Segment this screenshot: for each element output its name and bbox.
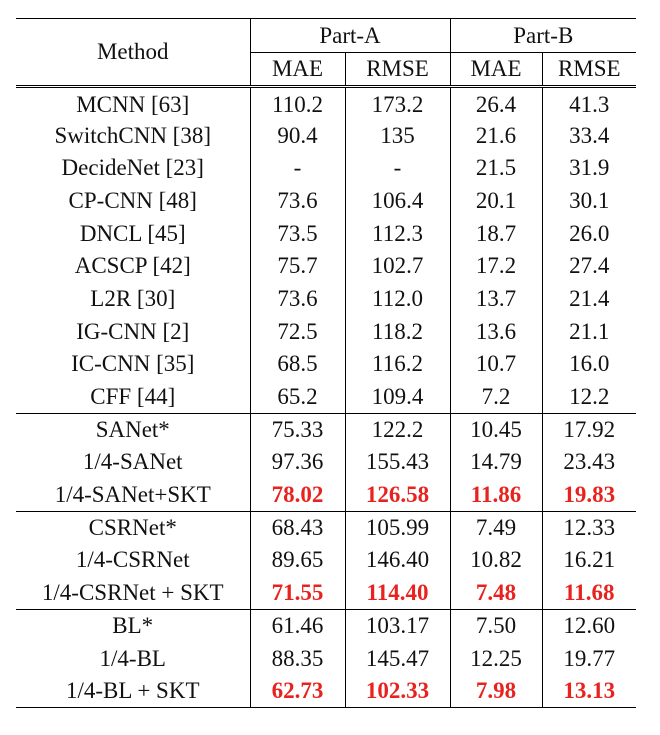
- part-a-rmse-cell: 116.2: [345, 348, 450, 381]
- part-b-rmse-cell: 11.68: [542, 577, 636, 610]
- part-a-rmse-cell: 173.2: [345, 87, 450, 120]
- method-cell: L2R [30]: [90, 285, 176, 311]
- method-cell: SwitchCNN [38]: [54, 122, 212, 148]
- part-b-rmse-cell: 16.21: [542, 544, 636, 577]
- part-b-rmse-cell: 33.4: [542, 119, 636, 152]
- method-cell: ACSCP [42]: [74, 253, 191, 279]
- part-b-mae-cell: 18.7: [450, 217, 542, 250]
- part-a-rmse-cell: 118.2: [345, 315, 450, 348]
- part-a-rmse-header: RMSE: [345, 53, 450, 87]
- method-cell: CFF [44]: [90, 383, 176, 409]
- table-row: [16, 381, 636, 414]
- method-column-header: Method: [16, 19, 250, 87]
- table-row: [16, 283, 636, 316]
- table-row: [16, 446, 636, 479]
- part-a-mae-cell: 88.35: [250, 642, 345, 675]
- method-cell: IC-CNN [35]: [71, 351, 195, 377]
- part-a-mae-cell: 75.33: [250, 413, 345, 446]
- table-body: [16, 87, 636, 708]
- method-cell: 1/4-BL + SKT: [16, 675, 250, 708]
- table-row: [16, 119, 636, 152]
- part-b-mae-cell: 11.86: [450, 479, 542, 512]
- part-b-mae-cell: 7.48: [450, 577, 542, 610]
- part-a-rmse-cell: 103.17: [345, 610, 450, 643]
- table-row: [16, 544, 636, 577]
- method-cell: 1/4-BL: [99, 645, 166, 671]
- method-cell: 1/4-CSRNet: [75, 547, 190, 573]
- table-row: [16, 577, 636, 610]
- part-b-rmse-cell: 26.0: [542, 217, 636, 250]
- part-b-rmse-cell: 21.4: [542, 283, 636, 316]
- part-b-rmse-cell: 12.60: [542, 610, 636, 643]
- part-a-header: Part-A: [250, 19, 450, 53]
- part-b-rmse-cell: 13.13: [542, 675, 636, 708]
- part-a-rmse-cell: 102.7: [345, 250, 450, 283]
- part-a-mae-cell: 68.43: [250, 511, 345, 544]
- part-a-mae-cell: 73.5: [250, 217, 345, 250]
- part-a-mae-cell: 73.6: [250, 185, 345, 218]
- part-b-rmse-cell: 12.33: [542, 511, 636, 544]
- part-b-mae-cell: 10.82: [450, 544, 542, 577]
- part-b-mae-cell: 7.49: [450, 511, 542, 544]
- method-cell: BL*: [16, 610, 250, 643]
- part-a-rmse-cell: 126.58: [345, 479, 450, 512]
- part-a-rmse-cell: 106.4: [345, 185, 450, 218]
- part-b-rmse-cell: 41.3: [542, 87, 636, 120]
- part-a-mae-cell: 90.4: [250, 119, 345, 152]
- part-b-mae-cell: 13.7: [450, 283, 542, 316]
- table-row: [16, 479, 636, 512]
- part-a-mae-cell: 110.2: [250, 87, 345, 120]
- part-a-rmse-cell: -: [345, 152, 450, 185]
- method-cell: SANet*: [16, 413, 250, 446]
- method-cell: DNCL [45]: [79, 220, 186, 246]
- part-a-rmse-cell: 122.2: [345, 413, 450, 446]
- method-cell: 1/4-CSRNet + SKT: [41, 579, 224, 605]
- part-a-rmse-cell: 155.43: [345, 446, 450, 479]
- part-b-mae-header: MAE: [450, 53, 542, 87]
- method-cell: IG-CNN [2]: [76, 318, 190, 344]
- part-b-rmse-cell: 12.2: [542, 381, 636, 414]
- part-b-rmse-cell: 31.9: [542, 152, 636, 185]
- part-b-rmse-cell: 21.1: [542, 315, 636, 348]
- part-a-mae-cell: 89.65: [250, 544, 345, 577]
- part-a-mae-cell: 72.5: [250, 315, 345, 348]
- part-b-rmse-cell: 30.1: [542, 185, 636, 218]
- table-row: [16, 185, 636, 218]
- part-b-mae-cell: 7.50: [450, 610, 542, 643]
- part-a-mae-cell: 97.36: [250, 446, 345, 479]
- part-a-mae-cell: 68.5: [250, 348, 345, 381]
- part-b-mae-cell: 20.1: [450, 185, 542, 218]
- part-b-rmse-cell: 16.0: [542, 348, 636, 381]
- part-b-rmse-cell: 23.43: [542, 446, 636, 479]
- table-row: [16, 315, 636, 348]
- table-row: [16, 413, 636, 446]
- part-b-mae-cell: 10.45: [450, 413, 542, 446]
- part-a-mae-cell: 62.73: [250, 675, 345, 708]
- part-b-mae-cell: 7.98: [450, 675, 542, 708]
- results-table: [16, 18, 636, 708]
- part-a-rmse-cell: 109.4: [345, 381, 450, 414]
- part-b-mae-cell: 14.79: [450, 446, 542, 479]
- part-b-mae-cell: 12.25: [450, 642, 542, 675]
- table-row: [16, 250, 636, 283]
- table-row: [16, 217, 636, 250]
- part-a-rmse-cell: 135: [345, 119, 450, 152]
- part-b-mae-cell: 7.2: [450, 381, 542, 414]
- method-cell: DecideNet [23]: [61, 155, 204, 181]
- method-cell: CSRNet*: [16, 511, 250, 544]
- part-b-rmse-cell: 19.83: [542, 479, 636, 512]
- table-row: [16, 610, 636, 643]
- part-a-rmse-cell: 112.3: [345, 217, 450, 250]
- part-a-mae-cell: 61.46: [250, 610, 345, 643]
- method-cell: 1/4-SANet+SKT: [54, 481, 211, 507]
- part-a-rmse-cell: 102.33: [345, 675, 450, 708]
- part-b-rmse-cell: 17.92: [542, 413, 636, 446]
- table-row: [16, 511, 636, 544]
- results-table-container: [16, 18, 636, 708]
- part-a-mae-cell: 78.02: [250, 479, 345, 512]
- part-a-mae-cell: -: [250, 152, 345, 185]
- method-cell: 1/4-SANet: [82, 449, 183, 475]
- table-row: [16, 675, 636, 708]
- part-b-header: Part-B: [450, 19, 636, 53]
- part-a-mae-cell: 65.2: [250, 381, 345, 414]
- part-a-mae-cell: 71.55: [250, 577, 345, 610]
- table-row: [16, 348, 636, 381]
- part-a-rmse-cell: 105.99: [345, 511, 450, 544]
- part-a-rmse-cell: 112.0: [345, 283, 450, 316]
- part-b-mae-cell: 21.6: [450, 119, 542, 152]
- part-b-rmse-cell: 27.4: [542, 250, 636, 283]
- method-cell: CP-CNN [48]: [68, 187, 197, 213]
- part-b-mae-cell: 13.6: [450, 315, 542, 348]
- table-row: [16, 87, 636, 120]
- part-a-mae-cell: 73.6: [250, 283, 345, 316]
- table-row: [16, 642, 636, 675]
- part-b-rmse-cell: 19.77: [542, 642, 636, 675]
- part-b-mae-cell: 17.2: [450, 250, 542, 283]
- part-a-mae-cell: 75.7: [250, 250, 345, 283]
- method-cell: MCNN [63]: [76, 91, 190, 117]
- part-a-rmse-cell: 114.40: [345, 577, 450, 610]
- part-b-mae-cell: 21.5: [450, 152, 542, 185]
- part-a-mae-header: MAE: [250, 53, 345, 87]
- table-row: [16, 152, 636, 185]
- part-a-rmse-cell: 145.47: [345, 642, 450, 675]
- part-b-mae-cell: 10.7: [450, 348, 542, 381]
- part-a-rmse-cell: 146.40: [345, 544, 450, 577]
- table-header: [16, 19, 636, 87]
- part-b-mae-cell: 26.4: [450, 87, 542, 120]
- part-b-rmse-header: RMSE: [542, 53, 636, 87]
